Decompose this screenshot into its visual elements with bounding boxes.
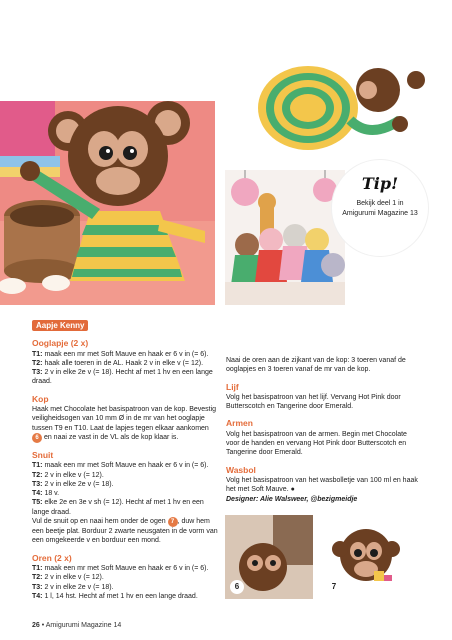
step-badge: 6 bbox=[32, 433, 42, 443]
snuit-line: T5: elke 2e en 3e v sh (= 12). Hecht af met 1 hv en een lange draad. bbox=[32, 499, 204, 516]
magazine-name: Amigurumi Magazine 14 bbox=[45, 622, 122, 629]
section-lijf bbox=[226, 383, 422, 412]
pattern-title: Aapje Kenny bbox=[32, 320, 88, 331]
heading-ooglapje: Ooglapje (2 x) bbox=[32, 338, 89, 349]
snuit-text: Vul de snuit op en naai hem onder de ogen 7 , duw hem een beetje plat. Borduur 2 zwarte neusgaten in de vorm van een omgekeerde v en borduur een mond. bbox=[32, 518, 218, 545]
page-footer bbox=[32, 622, 121, 629]
step-badge: 7 bbox=[168, 517, 178, 527]
designer-credit: Designer: Alie Walsweer, @bezigmeidje bbox=[226, 495, 358, 503]
oren-line: T1: maak een mr met Soft Mauve en haak er 6 v in (= 6). bbox=[32, 564, 209, 572]
left-column bbox=[32, 320, 220, 609]
section-oren bbox=[32, 554, 220, 601]
snuit-line: T2: 2 v in elke v (= 12). bbox=[32, 471, 104, 479]
section-ooglapje bbox=[32, 339, 220, 386]
heading-lijf: Lijf bbox=[226, 381, 239, 392]
section-armen bbox=[226, 419, 422, 457]
page-number: 26 bbox=[32, 622, 40, 629]
section-snuit bbox=[32, 451, 220, 546]
group-dolls-photo bbox=[225, 170, 345, 305]
kop-text: Haak met Chocolate het basispatroon van de kop. Bevestig veiligheidsogen van 10 mm Ø in de mr van het ooglapje tussen T9 en T10. Laat de lapjes tegen elkaar aankomen 6 en naai ze vast in de VL als de kop klaar is. bbox=[32, 406, 217, 441]
section-wasbol bbox=[226, 466, 422, 504]
photo-number-6: 6 bbox=[230, 580, 244, 594]
section-oren-continued bbox=[226, 356, 422, 375]
section-kop bbox=[32, 395, 220, 443]
tip-title: Tip! bbox=[361, 174, 399, 193]
tip-text: Bekijk deel 1 in Amigurumi Magazine 13 bbox=[342, 200, 418, 217]
footer-bullet: • bbox=[41, 622, 45, 629]
heading-snuit: Snuit bbox=[32, 449, 54, 460]
oren-line: T3: 2 v in elke 2e v (= 18). bbox=[32, 583, 114, 591]
heading-kop: Kop bbox=[32, 393, 49, 404]
heading-oren: Oren (2 x) bbox=[32, 552, 72, 563]
photo-number-7: 7 bbox=[327, 580, 341, 594]
lijf-text: Volg het basispatroon van het lijf. Vervang Hot Pink door Butterscotch en Tangerine door Emerald. bbox=[226, 393, 401, 411]
ooglapje-line: T2: haak alle toeren in de AL. Haak 2 v in elke v (= 12). bbox=[32, 359, 204, 367]
right-column bbox=[226, 356, 422, 512]
snuit-line: T1: maak een mr met Soft Mauve en haak er 6 v in (= 6). bbox=[32, 462, 209, 470]
snuit-line: T4: 18 v. bbox=[32, 490, 60, 498]
step-photo-7 bbox=[322, 515, 410, 599]
flipped-doll-photo bbox=[250, 60, 430, 160]
oren-cont-text: Naai de oren aan de zijkant van de kop: 3 toeren vanaf de ooglapjes en 3 toeren vanaf de mr van de kop. bbox=[226, 357, 406, 374]
snuit-line: T3: 2 v in elke 2e v (= 18). bbox=[32, 480, 114, 488]
oren-line: T4: 1 l, 14 hst. Hecht af met 1 hv en een lange draad. bbox=[32, 592, 198, 600]
tip-callout bbox=[332, 160, 428, 256]
armen-text: Volg het basispatroon van de armen. Begin met Chocolate voor de handen en vervang Hot Pink door Butterscotch en Tangerine door Emerald. bbox=[226, 430, 407, 457]
ooglapje-line: T3: 2 v in elke 2e v (= 18). Hecht af met 1 hv en een lange draad. bbox=[32, 369, 213, 386]
monkey-photo bbox=[0, 101, 215, 305]
heading-wasbol: Wasbol bbox=[226, 464, 256, 475]
oren-line: T2: 2 v in elke v (= 12). bbox=[32, 574, 104, 582]
step-photo-6 bbox=[225, 515, 313, 599]
ooglapje-line: T1: maak een mr met Soft Mauve en haak er 6 v in (= 6). bbox=[32, 350, 209, 358]
wasbol-text: Volg het basispatroon van het wasbolletje van 100 ml en haak het met Soft Mauve. ● bbox=[226, 476, 418, 494]
heading-armen: Armen bbox=[226, 418, 253, 429]
